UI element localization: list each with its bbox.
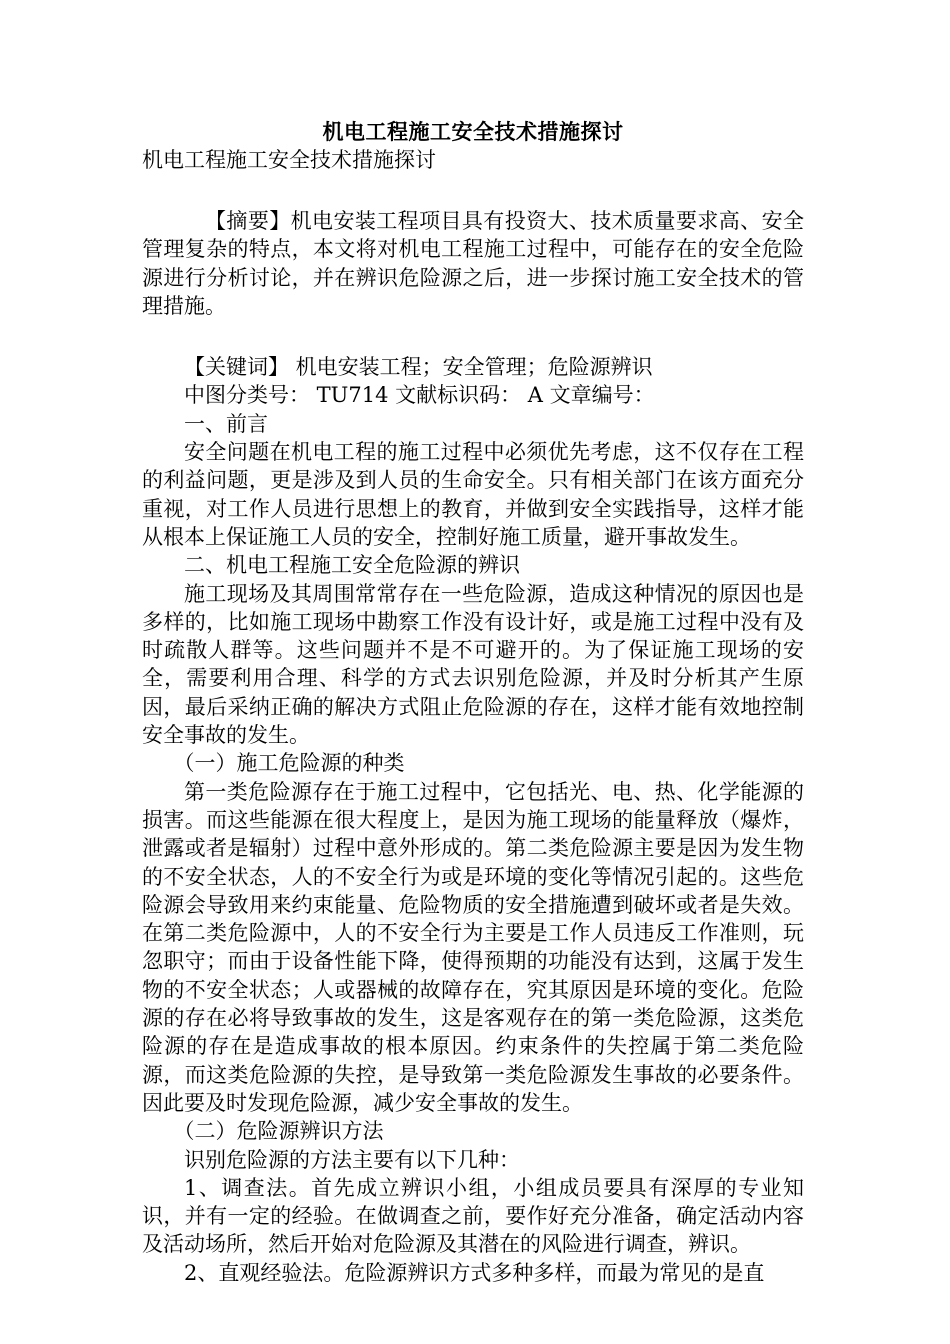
keywords-line: 【关键词】 机电安装工程；安全管理；危险源辨识 (184, 355, 653, 380)
subsection-2-heading: （二）危险源辨识方法 (173, 1119, 384, 1144)
section-2-paragraph: 施工现场及其周围常常存在一些危险源，造成这种情况的原因也是多样的，比如施工现场中勘察工作没有设计好，或是施工过程中没有及时疏散人群等。这些问题并不是不可避开的。为了保证施工现场的安全，需要利用合理、科学的方式去识别危险源，并及时分析其产生原因，最后采纳正确的解决方式阻止危险源的存在，这样才能有效地控制安全事故的发生。 (142, 581, 804, 748)
section-1-heading: 一、前言 (184, 411, 268, 436)
document-title: 机电工程施工安全技术措施探讨 (322, 119, 624, 144)
document-page (142, 118, 804, 1287)
method-2-paragraph: 2、直观经验法。危险源辨识方式多种多样，而最为常见的是直 (184, 1260, 765, 1285)
section-2-heading: 二、机电工程施工安全危险源的辨识 (184, 553, 520, 578)
classification-line: 中图分类号： TU714 文献标识码： A 文章编号： (184, 383, 655, 408)
subsection-1-paragraph: 第一类危险源存在于施工过程中，它包括光、电、热、化学能源的损害。而这些能源在很大程度上，是因为施工现场的能量释放（爆炸，泄露或者是辐射）过程中意外形成的。第二类危险源主要是因为发生物的不安全状态，人的不安全行为或是环境的变化等情况引起的。这些危险源会导致用来约束能量、危险物质的安全措施遭到破坏或者是失效。在第二类危险源中，人的不安全行为主要是工作人员违反工作准则，玩忽职守；而由于设备性能下降，使得预期的功能没有达到，这属于发生物的不安全状态；人或器械的故障存在，究其原因是环境的变化。危险源的存在必将导致事故的发生，这是客观存在的第一类危险源，这类危险源的存在是造成事故的根本原因。约束条件的失控属于第二类危险源，而这类危险源的失控，是导致第一类危险源发生事故的必要条件。因此要及时发现危险源，减少安全事故的发生。 (142, 779, 804, 1115)
abstract-paragraph: 【摘要】机电安装工程项目具有投资大、技术质量要求高、安全管理复杂的特点，本文将对机电工程施工过程中，可能存在的安全危险源进行分析讨论，并在辨识危险源之后，进一步探讨施工安全技术的管理措施。 (142, 209, 804, 318)
subsection-2-intro: 识别危险源的方法主要有以下几种： (184, 1147, 520, 1172)
subsection-1-heading: （一）施工危险源的种类 (173, 751, 405, 776)
method-1-paragraph: 1、调查法。首先成立辨识小组，小组成员要具有深厚的专业知识，并有一定的经验。在做调查之前，要作好充分准备，确定活动内容及活动场所，然后开始对危险源及其潜在的风险进行调查，辨识。 (142, 1175, 804, 1257)
document-subtitle: 机电工程施工安全技术措施探讨 (142, 148, 436, 172)
section-1-paragraph: 安全问题在机电工程的施工过程中必须优先考虑，这不仅存在工程的利益问题，更是涉及到人员的生命安全。只有相关部门在该方面充分重视，对工作人员进行思想上的教育，并做到安全实践指导，这样才能从根本上保证施工人员的安全，控制好施工质量，避开事故发生。 (142, 440, 804, 549)
